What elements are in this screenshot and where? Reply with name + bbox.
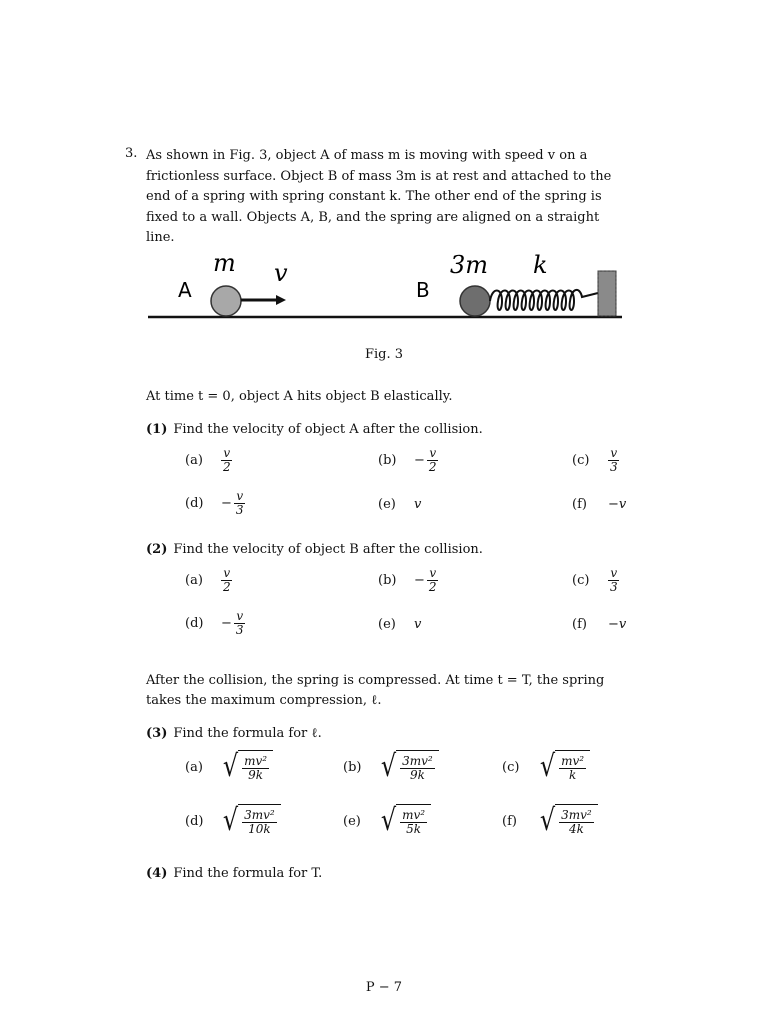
question-intro: As shown in Fig. 3, object A of mass m is moving with speed v on a frictionless surface. Object B of mass 3m is at rest and attached to the end of a spring with spring constant k. The other end of the spring is fixed to a wall. Objects A, B, and the spring are aligned on a straight line. xyxy=(146,148,612,245)
part2-option-b[interactable]: (b) − $\frac{v}{2}$ xyxy=(378,566,437,594)
part4-number: (4) xyxy=(146,866,168,881)
part1-prompt xyxy=(146,422,483,437)
option-label: (a) xyxy=(185,759,203,775)
option-label: (f) xyxy=(572,497,587,512)
part3-option-d[interactable] xyxy=(185,804,281,838)
part1-option-b[interactable]: (b) − $\frac{v}{2}$ xyxy=(378,446,437,474)
ball-a xyxy=(211,286,241,316)
option-label: (b) xyxy=(343,759,362,775)
square-root: √ $\frac{\text{3mv²}}{10k}$ xyxy=(221,804,281,838)
square-root: √ $\frac{\text{3mv²}}{9k}$ xyxy=(379,750,439,784)
page-number: P − 7 xyxy=(365,980,403,995)
fraction: $\frac{v}{2}$ xyxy=(223,566,231,594)
option-label: (e) xyxy=(378,497,396,512)
part2-option-f[interactable]: (f) −v xyxy=(572,617,627,632)
ball-b xyxy=(460,286,490,316)
part3-option-b[interactable] xyxy=(343,750,439,784)
option-label: (e) xyxy=(343,813,361,829)
option-label: (d) xyxy=(185,813,204,829)
part1-number: (1) xyxy=(146,422,168,437)
figure-3 xyxy=(140,245,630,325)
part1-option-f[interactable]: (f) −v xyxy=(572,497,627,512)
part3-option-e[interactable] xyxy=(343,804,431,838)
part1-option-d[interactable]: (d) − $\frac{v}{3}$ xyxy=(185,489,244,517)
part2-option-a[interactable] xyxy=(185,567,233,594)
option-label: (c) xyxy=(572,573,590,588)
figure-label-A: A xyxy=(178,278,192,302)
part2-number: (2) xyxy=(146,542,168,557)
figure-label-v: v xyxy=(274,259,288,287)
part3-option-c[interactable] xyxy=(502,750,590,784)
figure-label-3m: 3m xyxy=(450,251,489,279)
fraction: $\frac{v}{3}$ xyxy=(235,489,244,517)
fraction: $\frac{v}{3}$ xyxy=(610,566,618,594)
wall xyxy=(598,271,616,316)
option-label: (b) xyxy=(378,573,397,588)
part4-prompt xyxy=(146,866,322,881)
compression-statement: After the collision, the spring is compressed. At time t = T, the spring takes the maximum compression, ℓ. xyxy=(146,673,605,708)
option-label: (c) xyxy=(572,453,590,468)
option-label: (c) xyxy=(502,759,520,775)
option-label: (a) xyxy=(185,453,203,468)
part3-option-a[interactable] xyxy=(185,750,273,784)
square-root: √ $\frac{\text{mv²}}{k}$ xyxy=(538,750,590,784)
part1-text: Find the velocity of object A after the collision. xyxy=(173,422,483,437)
option-label: (e) xyxy=(378,617,396,632)
question-number: 3. xyxy=(125,146,138,161)
square-root: √ $\frac{\text{mv²}}{9k}$ xyxy=(221,750,273,784)
square-root: √ $\frac{\text{mv²}}{5k}$ xyxy=(379,804,431,838)
option-label: (a) xyxy=(185,573,203,588)
option-label: (d) xyxy=(185,496,204,511)
spring xyxy=(490,290,598,310)
part1-option-a[interactable] xyxy=(185,447,233,474)
part1-option-e[interactable]: (e) v xyxy=(378,497,422,512)
part3-text: Find the formula for ℓ. xyxy=(173,726,322,741)
fraction: $\frac{v}{3}$ xyxy=(610,446,618,474)
square-root: √ $\frac{\text{3mv²}}{4k}$ xyxy=(538,804,598,838)
part3-prompt xyxy=(146,725,322,741)
part2-option-c[interactable] xyxy=(572,567,620,594)
part2-option-d[interactable]: (d) − $\frac{v}{3}$ xyxy=(185,609,244,637)
figure-label-k: k xyxy=(533,251,548,279)
fraction: $\frac{v}{2}$ xyxy=(223,446,231,474)
figure-label-m: m xyxy=(213,249,236,277)
option-label: (b) xyxy=(378,453,397,468)
fraction: $\frac{v}{3}$ xyxy=(235,609,244,637)
fraction: $\frac{v}{2}$ xyxy=(428,566,437,594)
part2-text: Find the velocity of object B after the collision. xyxy=(173,542,483,557)
part2-prompt xyxy=(146,542,483,557)
velocity-arrowhead xyxy=(276,295,286,305)
part2-option-e[interactable]: (e) v xyxy=(378,617,422,632)
collision-statement: At time t = 0, object A hits object B elastically. xyxy=(146,389,453,404)
option-label: (d) xyxy=(185,616,204,631)
option-label: (f) xyxy=(572,617,587,632)
fraction: $\frac{v}{2}$ xyxy=(428,446,437,474)
figure-label-B: B xyxy=(416,278,430,302)
part1-option-c[interactable] xyxy=(572,447,620,474)
figure-caption: Fig. 3 xyxy=(364,347,404,362)
part3-option-f[interactable] xyxy=(502,804,598,838)
part4-text: Find the formula for T. xyxy=(173,866,323,881)
part3-number: (3) xyxy=(146,726,168,741)
option-label: (f) xyxy=(502,813,517,829)
